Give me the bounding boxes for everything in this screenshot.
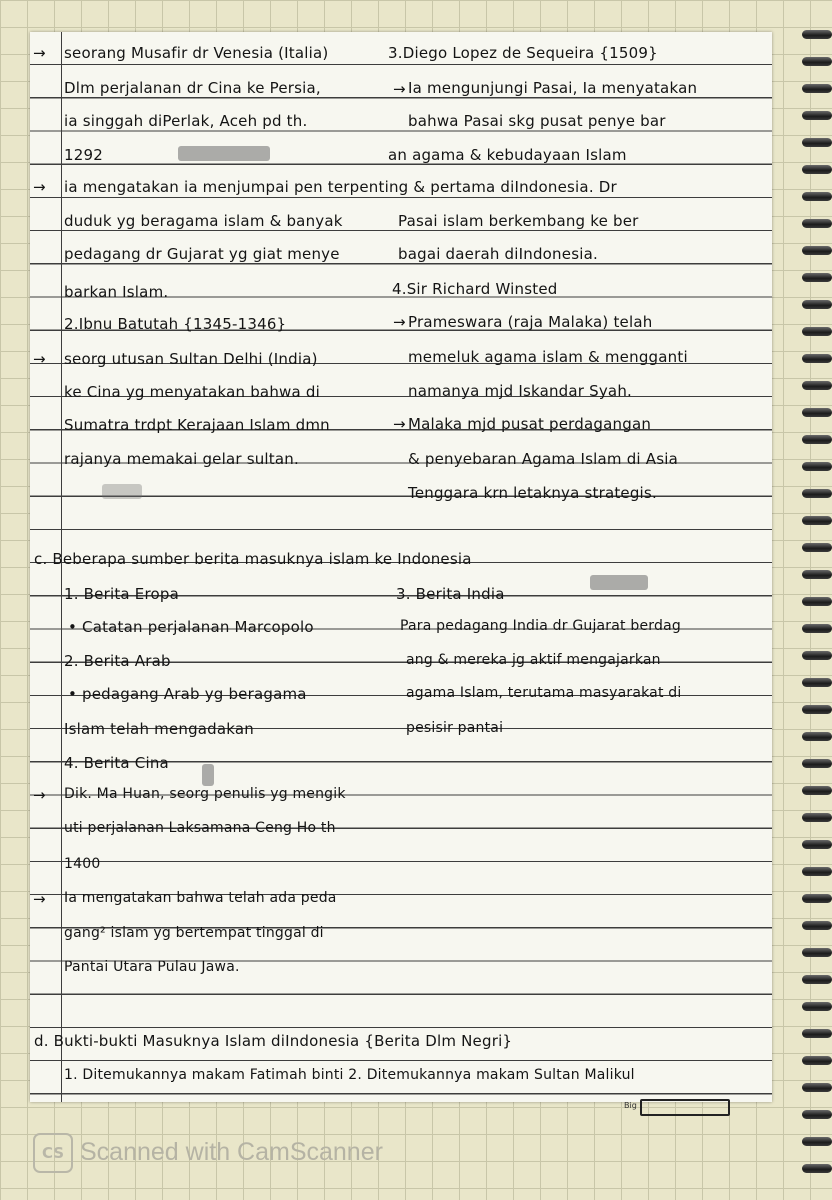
spiral-ring <box>802 1110 832 1119</box>
note-line: rajanya memakai gelar sultan. <box>64 450 299 468</box>
spiral-ring <box>802 921 832 930</box>
note-line: • Catatan perjalanan Marcopolo <box>68 618 314 636</box>
spiral-ring <box>802 381 832 390</box>
note-line: ke Cina yg menyatakan bahwa di <box>64 383 320 401</box>
spiral-ring <box>802 435 832 444</box>
note-line: Ia mengatakan bahwa telah ada peda <box>64 890 337 906</box>
note-line: barkan Islam. <box>64 283 169 301</box>
spiral-ring <box>802 1002 832 1011</box>
spiral-ring <box>802 894 832 903</box>
note-line: Ia mengunjungi Pasai, Ia menyatakan <box>408 79 698 97</box>
spiral-ring <box>802 975 832 984</box>
spiral-ring <box>802 1164 832 1173</box>
spiral-ring <box>802 219 832 228</box>
note-line: gang² islam yg bertempat tinggal di <box>64 925 324 941</box>
arrow-mark: → <box>33 890 46 908</box>
note-line: Islam telah mengadakan <box>64 720 255 738</box>
note-line: bagai daerah diIndonesia. <box>398 245 598 263</box>
spiral-ring <box>802 840 832 849</box>
note-line: seorg utusan Sultan Delhi (India) <box>64 350 318 368</box>
note-line: duduk yg beragama islam & banyak <box>64 212 343 230</box>
note-line: 4. Berita Cina <box>64 754 169 772</box>
section-heading: c. Beberapa sumber berita masuknya islam ke Indonesia <box>34 550 472 568</box>
note-line: 1292 <box>64 146 103 164</box>
note-line: • pedagang Arab yg beragama <box>68 685 307 703</box>
note-line: Dlm perjalanan dr Cina ke Persia, <box>64 79 321 97</box>
spiral-ring <box>802 1029 832 1038</box>
note-line: Tenggara krn letaknya strategis. <box>408 484 657 502</box>
spiral-ring <box>802 651 832 660</box>
arrow-mark: → <box>33 44 46 62</box>
brand-logo <box>640 1099 730 1116</box>
note-line: 1. Ditemukannya makam Fatimah binti 2. Ditemukannya makam Sultan Malikul <box>64 1067 635 1083</box>
spiral-ring <box>802 1083 832 1092</box>
note-line: Para pedagang India dr Gujarat berdag <box>400 618 681 634</box>
spiral-ring <box>802 813 832 822</box>
note-line: Pantai Utara Pulau Jawa. <box>64 959 240 975</box>
note-line: pedagang dr Gujarat yg giat menye <box>64 245 340 263</box>
note-line: 1. Berita Eropa <box>64 585 179 603</box>
note-line: 4.Sir Richard Winsted <box>392 280 558 298</box>
note-line: agama Islam, terutama masyarakat di <box>406 685 682 701</box>
spiral-ring <box>802 84 832 93</box>
note-line: pesisir pantai <box>406 720 504 736</box>
spiral-ring <box>802 408 832 417</box>
spiral-ring <box>802 273 832 282</box>
notebook-page <box>30 32 772 1102</box>
spiral-ring <box>802 327 832 336</box>
spiral-ring <box>802 1056 832 1065</box>
spiral-ring <box>802 111 832 120</box>
note-line: uti perjalanan Laksamana Ceng Ho th <box>64 820 336 836</box>
spiral-ring <box>802 57 832 66</box>
spiral-ring <box>802 30 832 39</box>
note-line: 2. Berita Arab <box>64 652 171 670</box>
note-line: seorang Musafir dr Venesia (Italia) <box>64 44 329 62</box>
arrow-mark: → <box>33 350 46 368</box>
spiral-ring <box>802 948 832 957</box>
note-line: namanya mjd Iskandar Syah. <box>408 382 632 400</box>
ink-smudge <box>202 764 214 786</box>
note-line: Malaka mjd pusat perdagangan <box>408 415 652 433</box>
note-line: 1400 <box>64 856 101 872</box>
arrow-mark: → <box>393 415 406 433</box>
note-line: & penyebaran Agama Islam di Asia <box>408 450 678 468</box>
note-line: bahwa Pasai skg pusat penye bar <box>408 112 666 130</box>
spiral-ring <box>802 300 832 309</box>
ink-smudge <box>590 575 648 590</box>
note-line: ia singgah diPerlak, Aceh pd th. <box>64 112 308 130</box>
note-line: memeluk agama islam & mengganti <box>408 348 688 366</box>
camscanner-icon: CS <box>33 1133 73 1173</box>
spiral-ring <box>802 705 832 714</box>
note-line: Dik. Ma Huan, seorg penulis yg mengik <box>64 786 346 802</box>
spiral-binding <box>792 0 832 1200</box>
ink-smudge <box>178 146 270 161</box>
note-line: 3. Berita India <box>396 585 505 603</box>
spiral-ring <box>802 1137 832 1146</box>
note-line: an agama & kebudayaan Islam <box>388 146 627 164</box>
spiral-ring <box>802 786 832 795</box>
spiral-ring <box>802 759 832 768</box>
spiral-ring <box>802 597 832 606</box>
spiral-ring <box>802 624 832 633</box>
arrow-mark: → <box>393 80 406 98</box>
spiral-ring <box>802 543 832 552</box>
spiral-ring <box>802 570 832 579</box>
arrow-mark: → <box>393 313 406 331</box>
spiral-ring <box>802 354 832 363</box>
arrow-mark: → <box>33 178 46 196</box>
spiral-ring <box>802 732 832 741</box>
note-line: ang & mereka jg aktif mengajarkan <box>406 652 661 668</box>
spiral-ring <box>802 165 832 174</box>
spiral-ring <box>802 192 832 201</box>
spiral-ring <box>802 489 832 498</box>
arrow-mark: → <box>33 786 46 804</box>
brand-mark-small: Big <box>624 1101 637 1110</box>
note-line: Prameswara (raja Malaka) telah <box>408 313 653 331</box>
section-heading: d. Bukti-bukti Masuknya Islam diIndonesia {Berita Dlm Negri} <box>34 1032 513 1050</box>
note-line: ia mengatakan ia menjumpai pen terpenting & pertama diIndonesia. Dr <box>64 178 617 196</box>
note-line: Sumatra trdpt Kerajaan Islam dmn <box>64 416 330 434</box>
note-line: Pasai islam berkembang ke ber <box>398 212 639 230</box>
note-line: 2.Ibnu Batutah {1345-1346} <box>64 315 287 333</box>
spiral-ring <box>802 867 832 876</box>
note-line: 3.Diego Lopez de Sequeira {1509} <box>388 44 658 62</box>
spiral-ring <box>802 462 832 471</box>
spiral-ring <box>802 138 832 147</box>
spiral-ring <box>802 516 832 525</box>
spiral-ring <box>802 678 832 687</box>
camscanner-watermark: Scanned with CamScanner <box>80 1138 383 1166</box>
spiral-ring <box>802 246 832 255</box>
ink-smudge <box>102 484 142 499</box>
